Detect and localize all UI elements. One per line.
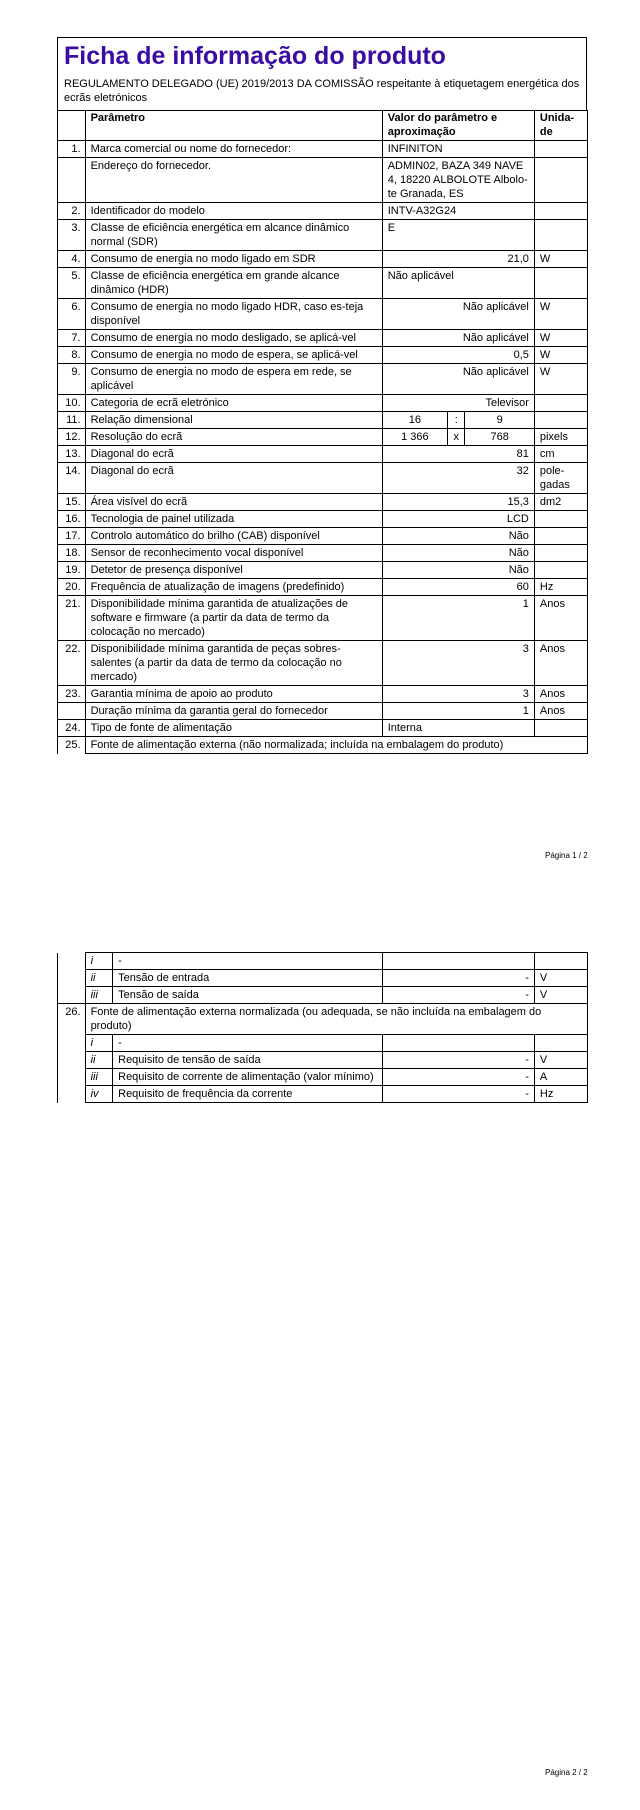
row-value-sep: x (448, 429, 465, 446)
row-parameter: Categoria de ecrã eletrónico (85, 395, 382, 412)
row-value: INTV-A32G24 (382, 203, 534, 220)
table-row (58, 463, 588, 494)
header-num (58, 110, 86, 141)
row-value: Não aplicável (382, 330, 534, 347)
row-parameter: Disponibilidade mínima garantida de peças sobres-salentes (a partir da data de termo da colocação no mercado) (85, 641, 382, 686)
row-parameter: Diagonal do ecrã (85, 463, 382, 494)
row-parameter: Frequência de atualização de imagens (predefinido) (85, 579, 382, 596)
subrow-unit: V (534, 1052, 587, 1069)
row-value: 1 (382, 703, 534, 720)
row-number (58, 703, 86, 720)
subrow-value (382, 1035, 534, 1052)
document-title: Ficha de informação do produto (64, 42, 446, 70)
table-row (58, 686, 588, 703)
product-info-table-continued (57, 952, 588, 1103)
page-1 (57, 37, 587, 754)
page-2 (57, 952, 587, 1103)
row-value: E (382, 220, 534, 251)
row-number: 26. (58, 1004, 86, 1035)
table-row (58, 528, 588, 545)
row-parameter: Sensor de reconhecimento vocal disponível (85, 545, 382, 562)
table-row (58, 158, 588, 203)
table-row (58, 494, 588, 511)
row-value: Interna (382, 720, 534, 737)
header-param: Parâmetro (85, 110, 382, 141)
row-number: 12. (58, 429, 86, 446)
row-number: 2. (58, 203, 86, 220)
row-unit (534, 720, 587, 737)
subrow-unit: V (534, 970, 587, 987)
subrow-parameter: - (113, 953, 383, 970)
row-number: 5. (58, 268, 86, 299)
row-unit: Hz (534, 579, 587, 596)
row-unit (534, 412, 587, 429)
row-unit (534, 545, 587, 562)
row-parameter: Garantia mínima de apoio ao produto (85, 686, 382, 703)
row-value: INFINITON (382, 141, 534, 158)
row-value: Não (382, 562, 534, 579)
row-value: Não (382, 528, 534, 545)
row-parameter: Detetor de presença disponível (85, 562, 382, 579)
subrow-unit: A (534, 1069, 587, 1086)
subrow-value: - (382, 970, 534, 987)
row-parameter: Marca comercial ou nome do fornecedor: (85, 141, 382, 158)
row-unit: cm (534, 446, 587, 463)
row-number: 23. (58, 686, 86, 703)
row-number: 11. (58, 412, 86, 429)
row-unit: Anos (534, 641, 587, 686)
row-parameter: Consumo de energia no modo de espera, se aplicá-vel (85, 347, 382, 364)
row-number-empty (58, 1035, 86, 1052)
row-number-empty (58, 953, 86, 970)
table-subrow (58, 1035, 588, 1052)
row-value: Não aplicável (382, 299, 534, 330)
row-parameter: Endereço do fornecedor. (85, 158, 382, 203)
row-value: 15,3 (382, 494, 534, 511)
row-parameter: Resolução do ecrã (85, 429, 382, 446)
table-row (58, 446, 588, 463)
table-row (58, 703, 588, 720)
subrow-unit (534, 1035, 587, 1052)
header-box (57, 37, 587, 111)
row-number: 10. (58, 395, 86, 412)
row-number: 22. (58, 641, 86, 686)
row-unit (534, 268, 587, 299)
row-unit (534, 203, 587, 220)
row-parameter: Duração mínima da garantia geral do fornecedor (85, 703, 382, 720)
subrow-parameter: Requisito de corrente de alimentação (valor mínimo) (113, 1069, 383, 1086)
subrow-index: iv (85, 1086, 113, 1103)
row-unit: Anos (534, 596, 587, 641)
row-number-empty (58, 1086, 86, 1103)
table-subrow (58, 1052, 588, 1069)
row-unit: pixels (534, 429, 587, 446)
row-parameter: Consumo de energia no modo desligado, se aplicá-vel (85, 330, 382, 347)
subrow-value: - (382, 1052, 534, 1069)
subrow-index: iii (85, 1069, 113, 1086)
table-subrow (58, 970, 588, 987)
row-unit (534, 220, 587, 251)
table-row (58, 330, 588, 347)
subrow-index: ii (85, 1052, 113, 1069)
row-number: 17. (58, 528, 86, 545)
row-number: 13. (58, 446, 86, 463)
row-number: 15. (58, 494, 86, 511)
row-number-empty (58, 1052, 86, 1069)
product-info-table (57, 110, 588, 754)
row-value: Não (382, 545, 534, 562)
subrow-index: i (85, 953, 113, 970)
subrow-index: i (85, 1035, 113, 1052)
table-subrow (58, 953, 588, 970)
row-number: 8. (58, 347, 86, 364)
row-value: LCD (382, 511, 534, 528)
row-parameter: Disponibilidade mínima garantida de atualizações de software e firmware (a partir da data de termo da colocação no mercado) (85, 596, 382, 641)
row-number: 25. (58, 737, 86, 754)
row-number: 9. (58, 364, 86, 395)
row-unit: W (534, 347, 587, 364)
table-row (58, 203, 588, 220)
row-unit: W (534, 251, 587, 268)
row-number: 19. (58, 562, 86, 579)
row-unit: dm2 (534, 494, 587, 511)
table-row (58, 511, 588, 528)
subrow-value: - (382, 1086, 534, 1103)
table-row (58, 220, 588, 251)
table-row (58, 641, 588, 686)
subrow-parameter: Requisito de frequência da corrente (113, 1086, 383, 1103)
row-number (58, 158, 86, 203)
row-value-b: 768 (465, 429, 534, 446)
row-parameter: Área visível do ecrã (85, 494, 382, 511)
row-unit: pole-gadas (534, 463, 587, 494)
row-parameter: Consumo de energia no modo ligado em SDR (85, 251, 382, 268)
row-number: 3. (58, 220, 86, 251)
row-value-sep: : (448, 412, 465, 429)
row-number: 20. (58, 579, 86, 596)
row-value-a: 16 (382, 412, 447, 429)
table-row-25 (58, 737, 588, 754)
table-row (58, 720, 588, 737)
row-number: 21. (58, 596, 86, 641)
row-parameter: Tipo de fonte de alimentação (85, 720, 382, 737)
table-subrow (58, 987, 588, 1004)
row-value: Não aplicável (382, 268, 534, 299)
table-row (58, 347, 588, 364)
row-number: 1. (58, 141, 86, 158)
subrow-unit: V (534, 987, 587, 1004)
row-parameter: Tecnologia de painel utilizada (85, 511, 382, 528)
row-value: 60 (382, 579, 534, 596)
table-row (58, 268, 588, 299)
row-number-empty (58, 987, 86, 1004)
table-row (58, 579, 588, 596)
table-row (58, 299, 588, 330)
row-number-empty (58, 1069, 86, 1086)
subrow-parameter: Requisito de tensão de saída (113, 1052, 383, 1069)
row-value: 0,5 (382, 347, 534, 364)
table-subrow (58, 1086, 588, 1103)
document-subtitle: REGULAMENTO DELEGADO (UE) 2019/2013 DA COMISSÃO respeitante à etiquetagem energética dos ecrãs eletrónicos (58, 73, 586, 111)
row-unit (534, 511, 587, 528)
row-value: 3 (382, 641, 534, 686)
row-number: 14. (58, 463, 86, 494)
row-value-b: 9 (465, 412, 534, 429)
table-subrow (58, 1069, 588, 1086)
subrow-value (382, 953, 534, 970)
subrow-parameter: Tensão de entrada (113, 970, 383, 987)
row-value: 32 (382, 463, 534, 494)
table-row (58, 596, 588, 641)
subrow-parameter: Tensão de saída (113, 987, 383, 1004)
row-number: 4. (58, 251, 86, 268)
row-number: 6. (58, 299, 86, 330)
row-unit (534, 141, 587, 158)
row-parameter: Classe de eficiência energética em alcance dinâmico normal (SDR) (85, 220, 382, 251)
row-parameter: Controlo automático do brilho (CAB) disponível (85, 528, 382, 545)
page-number-1: Página 1 / 2 (545, 851, 588, 860)
row-parameter: Identificador do modelo (85, 203, 382, 220)
row-parameter: Consumo de energia no modo de espera em rede, se aplicável (85, 364, 382, 395)
subrow-unit: Hz (534, 1086, 587, 1103)
row-number: 24. (58, 720, 86, 737)
row-value: 3 (382, 686, 534, 703)
subrow-index: ii (85, 970, 113, 987)
header-unit: Unida-de (534, 110, 587, 141)
row-parameter: Fonte de alimentação externa normalizada (ou adequada, se não incluída na embalagem do produto) (85, 1004, 587, 1035)
row-value: 81 (382, 446, 534, 463)
table-header-row (58, 110, 588, 141)
row-unit (534, 395, 587, 412)
subrow-index: iii (85, 987, 113, 1004)
subrow-parameter: - (113, 1035, 383, 1052)
row-number: 7. (58, 330, 86, 347)
page-number-2: Página 2 / 2 (545, 1768, 588, 1777)
table-row (58, 251, 588, 268)
row-value: Televisor (382, 395, 534, 412)
table-row (58, 429, 588, 446)
row-unit: Anos (534, 703, 587, 720)
table-row (58, 141, 588, 158)
subrow-value: - (382, 987, 534, 1004)
row-unit: W (534, 364, 587, 395)
subrow-value: - (382, 1069, 534, 1086)
row-value: 21,0 (382, 251, 534, 268)
table-row (58, 395, 588, 412)
table-row (58, 562, 588, 579)
row-number: 16. (58, 511, 86, 528)
row-parameter: Relação dimensional (85, 412, 382, 429)
row-unit (534, 528, 587, 545)
row-value: ADMIN02, BAZA 349 NAVE 4, 18220 ALBOLOTE Albolo-te Granada, ES (382, 158, 534, 203)
row-value: Não aplicável (382, 364, 534, 395)
row-parameter: Consumo de energia no modo ligado HDR, caso es-teja disponível (85, 299, 382, 330)
row-unit (534, 562, 587, 579)
table-row (58, 412, 588, 429)
row-unit (534, 158, 587, 203)
row-parameter: Classe de eficiência energética em grande alcance dinâmico (HDR) (85, 268, 382, 299)
row-parameter: Fonte de alimentação externa (não normalizada; incluída na embalagem do produto) (85, 737, 587, 754)
row-value: 1 (382, 596, 534, 641)
table-row (58, 545, 588, 562)
header-value: Valor do parâmetro e aproximação (382, 110, 534, 141)
table-row (58, 364, 588, 395)
row-number-empty (58, 970, 86, 987)
row-unit: W (534, 330, 587, 347)
subrow-unit (534, 953, 587, 970)
row-unit: Anos (534, 686, 587, 703)
row-parameter: Diagonal do ecrã (85, 446, 382, 463)
row-value-a: 1 366 (382, 429, 447, 446)
table-row-26 (58, 1004, 588, 1035)
row-unit: W (534, 299, 587, 330)
row-number: 18. (58, 545, 86, 562)
